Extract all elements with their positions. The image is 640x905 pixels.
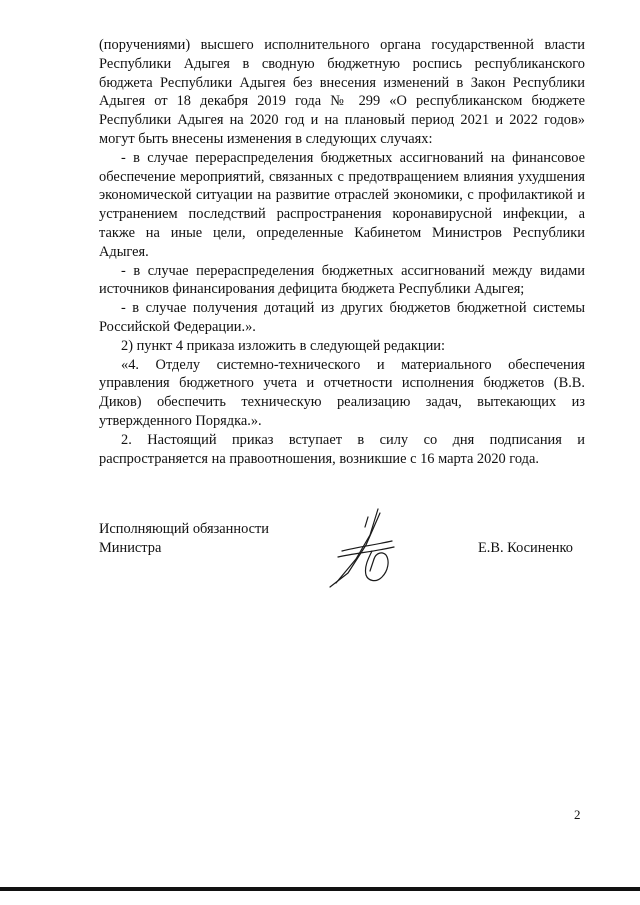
paragraph-case-subsidies: - в случае получения дотаций из других бюджетов бюджетной системы Российской Федерации.». — [99, 300, 585, 335]
paragraph-item-2: 2) пункт 4 приказа изложить в следующей редакции: — [121, 337, 445, 354]
paragraph-item-4-wording: «4. Отделу системно-технического и материального обеспечения управления бюджетного учета и отчетности исполнения бюджетов (В.В. Диков) обеспечить техническую реализацию задач, вытекающих из утвержденного Порядка.». — [99, 356, 585, 429]
signatory-name: Е.В. Косиненко — [478, 540, 573, 556]
signatory-position-line2: Министра — [99, 540, 162, 556]
page-number: 2 — [574, 807, 581, 822]
paragraph-effective-date: 2. Настоящий приказ вступает в силу со дня подписания и распространяется на правоотношения, возникшие с 16 марта 2020 года. — [99, 431, 585, 467]
bottom-scan-border — [0, 887, 640, 891]
signatory-position-line1: Исполняющий обязанности — [99, 521, 270, 537]
paragraph-case-coronavirus: - в случае перераспределения бюджетных ассигнований на финансовое обеспечение мероприятий, связанных с предотвращением влияния ухудшения экономической ситуации на развитие отраслей экономики, с профилактикой и устранением последствий распространения коронавирусной инфекции, а также на иные цели, определенные Кабинетом Министров Республики Адыгея. — [99, 149, 585, 260]
paragraph-orders-continuation: (поручениями) высшего исполнительного органа государственной власти Республики Адыгея в сводную бюджетную роспись республиканского бюджета Республики Адыгея без внесения изменений в Закон Республики Адыгея от 18 декабря 2019 года № 299 «О республиканском бюджете Республики Адыгея на 2020 год и на плановый период 2021 и 2022 годов» могут быть внесены изменения в следующих случаях: — [99, 37, 585, 147]
signatory-position — [99, 520, 269, 558]
document-body — [99, 36, 585, 468]
paragraph-case-deficit-sources: - в случае перераспределения бюджетных ассигнований между видами источников финансирования дефицита бюджета Республики Адыгея; — [99, 262, 585, 298]
handwritten-signature — [308, 495, 438, 595]
